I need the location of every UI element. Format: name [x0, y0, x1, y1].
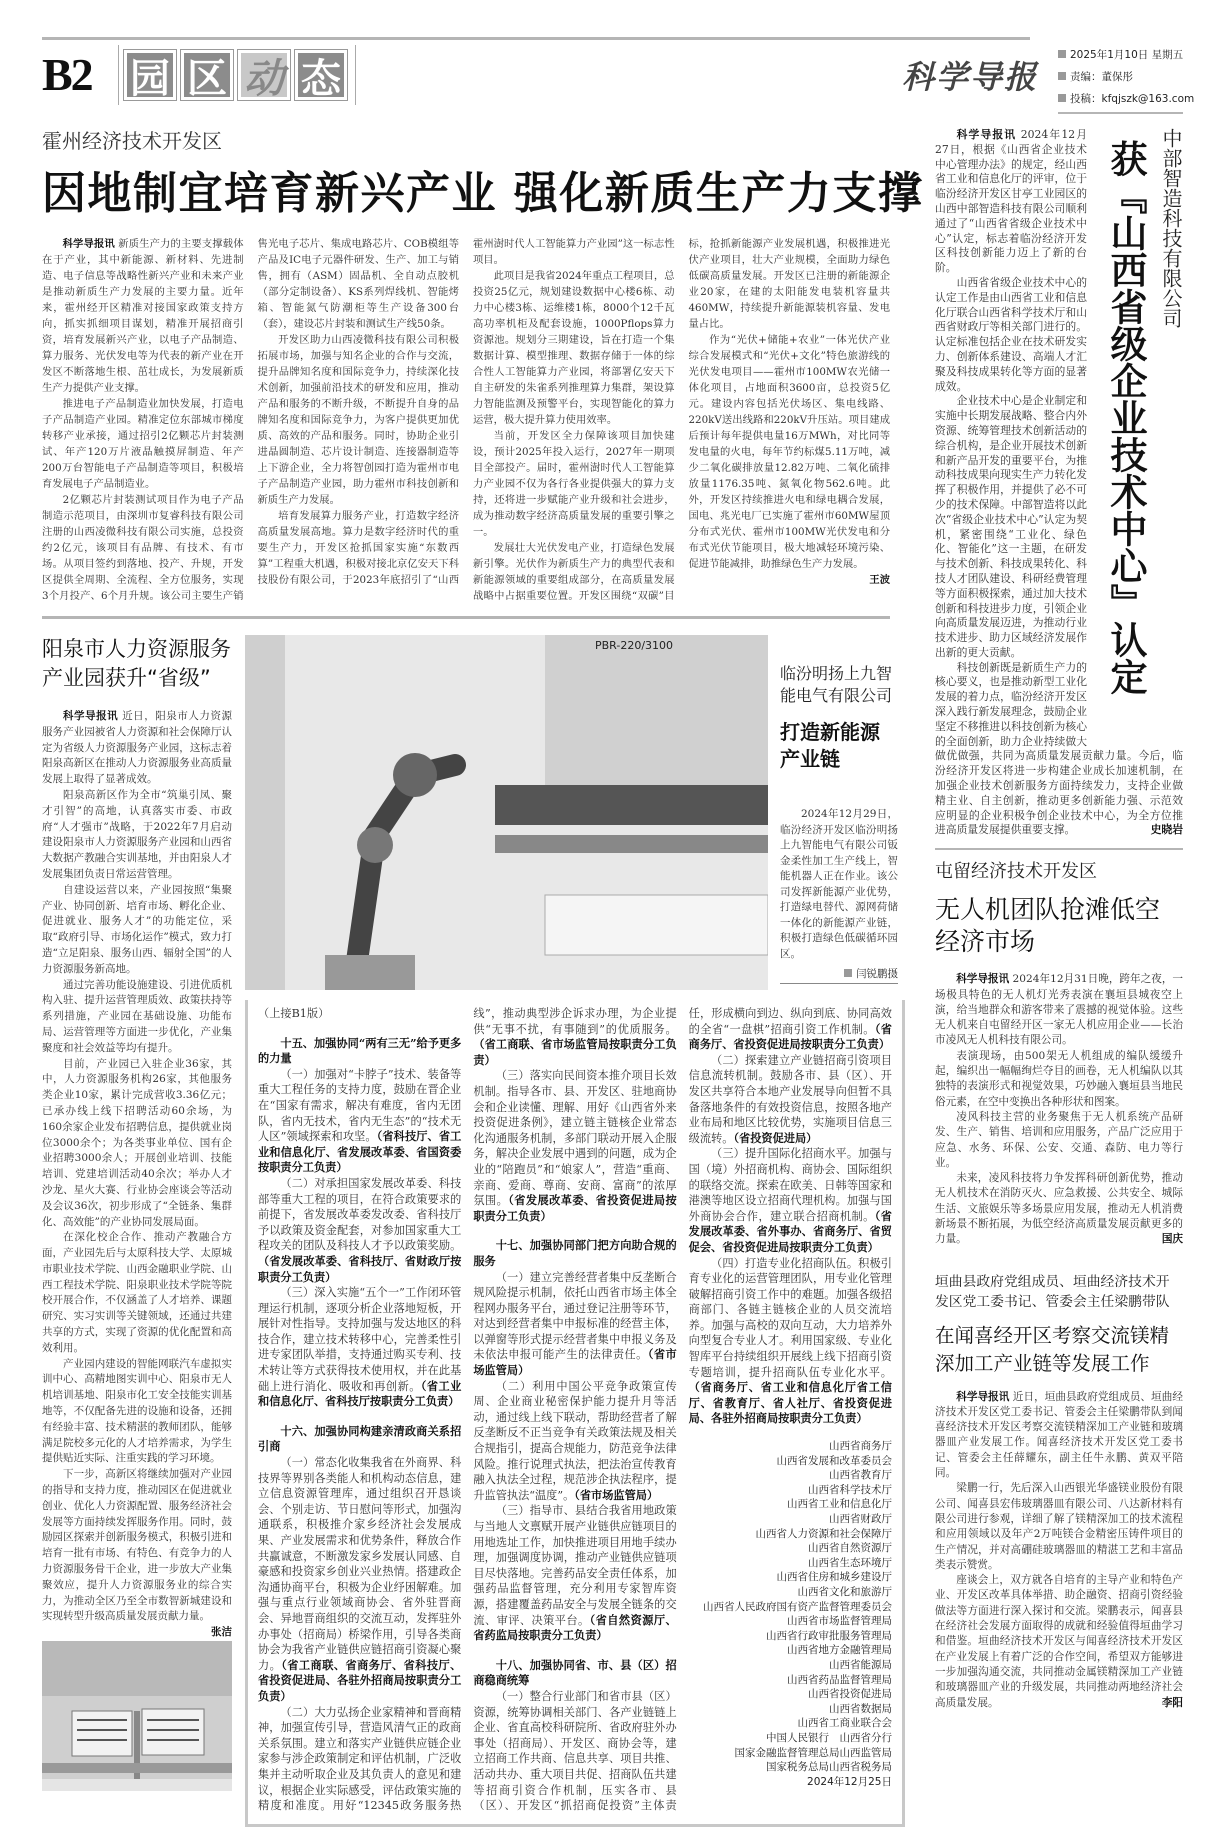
paragraph-text: （一）加强对“卡脖子”技术、装备等重大工程任务的支持力度，鼓励在晋企业在“国家有需求，解决有难度，省内无团队，省内无技术，省内无生态”的“技术无人区”领域探索和攻坚。	[258, 1067, 462, 1144]
lower-right	[245, 635, 905, 1827]
paragraph-text: 此项目是我省2024年重点工程项目，总投资25亿元，规划建设数据中心楼6栋、动力中心楼3栋、运维楼1栋，8000个12千瓦高功率机柜及配套设施，1000Pflops算力资源池。规划分三期建设，旨在打造一个集数据计算、模型推理、数据存储于一体的综合性人工智能算力产业园，将部署亿安天下自主研发的朱雀系列推理算力集群，架设算力智能监测及预警平台，实现智能化的算力运营，极大提升算力使用效率。	[473, 270, 675, 426]
signatory: 国家税务总局山西省税务局	[765, 1761, 892, 1774]
paragraph	[42, 1057, 232, 1231]
tunliu-kicker: 屯留经济技术开发区	[935, 861, 1097, 883]
paragraph-text: 开发区助力山西凌微科技有限公司积极拓展市场，加强与知名企业的合作与交流，提升品牌知名度和国际竞争力，持续深化技术创新，加强前沿技术的研发和应用，推动产品和服务的不断升级，不断提升自身的品牌知名度和国际竞争力，为客户提供更加优质、高效的产品和服务。同时，协助企业引进晶圆制造、芯片设计制造、连接器制造等上下游企业，全力将智创园打造为霍州市电子产品制造产业园，助力霍州市科技创新和新质生产力发展。	[257, 334, 459, 506]
responsibility-note: （省自然资源厅、省药监局按职责分工负责）	[473, 1612, 677, 1643]
photo-caption-text: 2024年12月29日，临汾经济开发区临汾明扬上九智能电气有限公司钣金柔性加工生产线上，智能机器人正在作业。该公司发挥新能源产业优势，打造绿电替代、源网荷储一体化的新能源产业链，积极打造绿色低碳循环园区。	[780, 808, 898, 960]
section-heading: 十七、加强协同部门把方向助合规的服务	[473, 1238, 677, 1268]
photo-credit-text: 闫锐鹏摄	[856, 968, 898, 980]
dateline: 科学导报讯	[63, 710, 119, 722]
signatory: 山西省数据局	[828, 1702, 892, 1715]
page-number: B2	[42, 49, 92, 100]
paragraph-text: （二）大力弘扬企业家精神和晋商精神，加强宣传引导，营造风清气正的政商关系氛围。建立和落实产业链供应链企业家参与涉企政策制定和评估机制，广泛收集并主动听取企业及其负责人的意见和建议，根据企业实际感受，评估政策实施的精度和准度。用好“12345政务服务热线”，推动典型涉企诉求办理，为企业提供“无事不扰，有事随到”的优质服务。	[258, 1007, 677, 1813]
paragraph	[42, 1357, 232, 1468]
paragraph-text: 未来，凌风科技将力争发挥科研创新优势，推动无人机技术在消防灭火、应急救援、公共安全、城际生活、文旅娱乐等多场景应用发展，推动无人机消费新场景不断拓展，为低空经济高质量发展贡献更多的力量。	[935, 1172, 1183, 1246]
paragraph	[258, 1176, 461, 1285]
signatory: 山西省药品监督管理局	[786, 1673, 892, 1686]
yuanqu-body	[935, 1390, 1183, 1711]
info-rule	[1058, 112, 1183, 114]
paragraph	[935, 1171, 1183, 1247]
paragraph	[688, 332, 891, 586]
signatory: 山西省商务厅	[828, 1440, 892, 1453]
signatory: 山西省生态环境厅	[807, 1556, 892, 1569]
right-area	[935, 128, 1183, 1711]
signatory: 山西省工业和信息化厅	[786, 1498, 892, 1511]
paragraph-text: 2024年12月31日晚，跨年之夜，一场极具特色的无人机灯光秀表演在襄垣县城夜空上演，给当地群众和游客带来了震撼的视觉体验。这些无人机来自屯留经开区一家无人机应用企业——长治市凌风无人机科技有限公司。	[935, 973, 1184, 1047]
document-date: 2024年12月25日	[807, 1775, 892, 1788]
paragraph-text: 近日，阳泉市人力资源服务产业园被省人力资源和社会保障厅认定为省级人力资源服务产业园，这标志着阳泉高新区在推动人力资源服务业高质量发展上取得了显著成效。	[42, 710, 232, 786]
signatory: 山西省教育厅	[828, 1469, 892, 1482]
responsibility-note: （省工业和信息化厅、省科技厅按职责分工负责）	[258, 1378, 462, 1409]
paragraph	[258, 1285, 461, 1410]
paragraph-text: 座谈会上，双方就各自培育的主导产业和特色产业、开发区改革具体举措、助企融资、招商引资经验做法等方面进行深入探讨和交流。梁鹏表示，闻喜县在经济社会发展方面取得的成就和经验值得垣曲学习和借鉴。垣曲经济技术开发区与闻喜经济技术开发区在产业发展上有着广泛的合作空间，希望双方能够进一步加强沟通交流，共同推动金属镁精深加工产业链和玻璃器皿产业的升级发展，共同推动两地经济社会高质量发展。	[935, 1574, 1183, 1709]
signatory: 山西省发展和改革委员会	[776, 1454, 892, 1467]
responsibility-note: （省发展改革委、省科技厅、省财政厅按职责分工负责）	[258, 1253, 462, 1284]
section-heading: 十八、加强协同省、市、县（区）招商稳商统筹	[473, 1657, 677, 1688]
dateline: 科学导报讯	[62, 238, 115, 250]
paragraph	[935, 1110, 1183, 1171]
issue-info	[1058, 44, 1194, 110]
signatory: 山西省投资促进局	[807, 1688, 892, 1701]
paragraph	[258, 1067, 461, 1176]
paragraph-text: 推进电子产品制造业加快发展，打造电子产品制造产业园。精准定位东部城市梯度转移产业承接，通过招引2亿颗芯片封装测试、年产120万片液晶触摸屏制造、年产200万台智能电子产品制造等项目，积极培育发展电子产品制造业。	[42, 398, 244, 490]
dateline: 科学导报讯	[956, 128, 1017, 141]
responsibility-note: （省商务厅、省投资促进局按职责分工负责）	[688, 1021, 892, 1052]
yuanqu-article	[935, 1272, 1183, 1711]
responsibility-note: （省市场监管局）	[574, 1487, 659, 1502]
paragraph-text: 产业园内建设的智能网联汽车虚拟实训中心、高精地图实训中心、阳泉市无人机培训基地、阳泉市化工安全技能实训基地等，不仅配备先进的设施和设备，还拥有经验丰富、技术精湛的教师团队，能够满足院校多元化的人才培养需求，为学生提供贴近实际、注重实践的学习环境。	[42, 1357, 232, 1465]
signatory: 山西省人力资源和社会保障厅	[755, 1527, 892, 1540]
paragraph-text: 山西省省级企业技术中心的认定工作是由山西省工业和信息化厅联合山西省科学技术厅和山西省财政厅等相关部门进行的。认定标准包括企业在技术研发实力、创新体系建设、高端人才汇聚及科技成果转化等方面的显著成效。	[935, 275, 1087, 393]
paragraph-text: （二）探索建立产业链招商引资项目信息流转机制。鼓励各市、县（区）、开发区共享符合本地产业发展导向但暂不具备落地条件的有效投资信息，按照各地产业布局和地区比较优势，实施项目信息三级流转。	[688, 1053, 892, 1145]
signatory: 中国人民银行 山西省分行	[765, 1731, 892, 1744]
continuation-note: （上接B1版）	[258, 1007, 330, 1020]
paragraph	[935, 1481, 1183, 1573]
paragraph	[42, 396, 244, 492]
yangquan-headline: 阳泉市人力资源服务产业园获升“省级”	[42, 637, 231, 690]
paragraph-text: 通过完善功能设施建设、引进优质机构入驻、提升运营管理质效、政策扶持等系列措施，产业园在基础设施、功能布局、运营管理等方面进一步优化，产业集聚度和社会效益等均有提升。	[42, 978, 232, 1054]
signatory: 国家金融监督管理总局山西监管局	[734, 1746, 892, 1759]
signatory: 山西省文化和旅游厅	[797, 1585, 892, 1598]
section-rule	[42, 616, 890, 619]
paragraph-text: 2亿颗芯片封装测试项目作为电子产品制造示范项目，由深圳市复睿科技有限公司注册的山西凌微科技有限公司实施，总投资约2亿元，该项目有品牌、有技术、有市场。从项目签约到落地、投产、升规，开发区提供全周期、全流程、全方位服务，实现3个月投产、6个月升规。该公司主要生产销售光电子芯片、集成电路芯片、COB模组等产品及IC电子元器件研发、生产、加工与销售，拥有（ASM）固晶机、全自动点胶机（部分定制设备）、KS系列焊线机、智能烤箱、智能氮气防潮柜等生产设备300台（套），建设芯片封装和测试生产线50条。	[42, 238, 459, 602]
paragraph-text: （一）建立完善经营者集中反垄断合规风险提示机制，依托山西省市场主体全程网办服务平台，通过登记注册等环节，对达到经营者集中申报标准的经营主体，以弹窗等形式提示经营者集中申报义务及未依法申报可能产生的法律责任。	[473, 1270, 677, 1362]
industrial-park-photo	[42, 1641, 232, 1791]
signatory: 山西省能源局	[828, 1658, 892, 1671]
paragraph-text: 当前，开发区全力保障该项目加快建设，预计2025年投入运行，2027年一期项目全部投产。届时，霍州澍时代人工智能算力产业园不仅为各行各业提供强大的算力支持，还将进一步赋能产业升级和社会进步，成为推动数字经济高质量发展的重要引擎之一。	[473, 430, 675, 538]
paragraph-text: 企业技术中心是企业制定和实施中长期发展战略、整合内外资源、统筹管理技术创新活动的综合机构，是企业开展技术创新和新产品开发的重要平台，为推动科技成果向现实生产力转化发挥了积极作用，并提供了必不可少的技术保障。中部智造将以此次“省级企业技术中心”认定为契机，紧密围绕“工业化、绿色化、智能化”这一主题，在研发与技术创新、科技成果转化、科技人才团队建设、科研经费管理等方面积极探索，通过加大技术创新和科技进步力度，引领企业向高质量发展迈进，为推动行业技术进步、助力区域经济发展作出新的更大贡献。	[935, 394, 1087, 659]
section-char: 区	[181, 50, 233, 100]
paragraph	[42, 978, 232, 1057]
paragraph	[42, 883, 232, 978]
paragraph-text: 下一步，高新区将继续加强对产业园的指导和支持力度，推动园区在促进就业创业、优化人力资源配置、服务经济社会发展等方面持续发挥服务作用。同时，鼓励园区探索并创新服务模式，积极引进和培育一批有市场、有特色、有竞争力的人力资源服务骨干企业，进一步放大产业集聚效应，提升人力资源服务业的综合实力，为推动全区乃至全市数智新城建设和实现转型升级高质量发展贡献力量。	[42, 1468, 232, 1623]
paragraph-text: （三）提升国际化招商水平。加强与国（境）外招商机构、商协会、国际组织的联络交流。探索在欧美、日韩等国家和港澳等地区设立招商代理机构。加强与国外商协会合作，建立联合招商机制。	[688, 1147, 892, 1223]
yangquan-body	[42, 709, 232, 1639]
responsibility-note: （省市场监管局）	[473, 1347, 677, 1378]
tunliu-body	[935, 972, 1183, 1247]
paragraph-text: （一）常态化收集我省在外商界、科技界等界别各类能人和机构动态信息，建立信息资源管理库，通过组织召开恳谈会、个别走访、节日慰问等形式，加强沟通联系，积极推介家乡经济社会发展成果、产业发展需求和优势条件，释放合作共赢诚意，不断激发家乡发展认同感、自豪感和投资家乡创业兴业热情。搭建政企沟通协商平台，积极为企业纾困解难。加强与重点行业领域商协会、省外驻晋商会、异地晋商组织的交流互动，发挥驻外办事处（招商局）桥梁作用，引导各类商协会为我省产业链供应链招商引资凝心聚力。	[258, 1456, 462, 1672]
paragraph	[258, 1455, 461, 1705]
paragraph	[473, 428, 675, 540]
responsibility-note: （省发展改革委、省外事办、省商务厅、省贸促会、省投资促进局按职责分工负责）	[688, 1208, 892, 1254]
paragraph-text: 自建设运营以来，产业园按照“集聚产业、协同创新、培育市场、孵化企业、促进就业、服务人才”的功能定位，采取“政府引导、市场化运作”模式，致力打造“立足阳泉、服务山西、辐射全国”的人力资源服务新高地。	[42, 883, 232, 975]
machine-label: PBR-220/3100	[595, 639, 674, 652]
photo-story-headline: 打造新能源产业链	[780, 720, 880, 771]
responsibility-note: （省工商联、省商务厅、省科技厅、省投资促进局、各驻外招商局按职责分工负责）	[258, 1657, 462, 1703]
tunliu-headline: 无人机团队抢滩低空经济市场	[935, 895, 1161, 957]
section-char: 动	[238, 50, 290, 100]
zhongbu-subtitle: 中部智造科技有限公司	[1159, 128, 1183, 328]
paragraph-text: 梁鹏一行，先后深入山西银光华盛镁业股份有限公司、闻喜县宏伟玻璃器皿有限公司、八达新材料有限公司进行参观，详细了解了镁精深加工的技术流程和应用领域以及年产2万吨镁合金精密压铸件项目的生产情况，并对高硼硅玻璃器皿的精湛工艺和丰富品类表示赞赏。	[935, 1482, 1183, 1571]
photo-story-caption	[780, 635, 898, 984]
square-bullet-icon	[844, 969, 852, 977]
signatory: 山西省财政厅	[828, 1513, 892, 1525]
divider	[118, 45, 119, 105]
photo-credit	[780, 966, 898, 984]
yangquan-article	[42, 635, 232, 1791]
paragraph	[935, 1049, 1183, 1110]
main-article-body	[42, 236, 890, 604]
paragraph	[473, 268, 675, 428]
section-rule	[935, 848, 1183, 850]
paragraph-text: 目前，产业园已入驻企业36家，其中，人力资源服务机构26家，其他服务类企业10家，累计完成营收3.36亿元；已承办线上线下招聘活动60余场，为160余家企业发布招聘信息，提供就业岗位3000余个；为各类事业单位、国有企业招聘3000余人；开展创业培训、技能培训、党建培训活动40余次；举办人才沙龙、星火大赛、行业协会座谈会等活动及会议36次，初步形成了“全链条、集群化、高效能”的产业协同发展局面。	[42, 1057, 232, 1228]
paragraph	[935, 1390, 1183, 1482]
paragraph	[935, 1573, 1183, 1711]
author-byline: 张洁	[211, 1626, 232, 1639]
author-byline: 王波	[869, 574, 890, 586]
responsibility-note: （省发展改革委、省投资促进局按职责分工负责）	[473, 1193, 677, 1223]
paragraph-text: 在深化校企合作、推动产教融合方面，产业园先后与太原科技大学、太原城市职业技术学院、山西金融职业学院、山西工程技术学院、阳泉职业技术学院等院校开展合作，不仅涵盖了人才培养、课题研究、实习实训等关键领域，还通过共建共享的方式，实现了资源的优化配置和高效利用。	[42, 1231, 232, 1354]
responsibility-note: （省科技厅、省工业和信息化厅、省发展改革委、省国资委按职责分工负责）	[258, 1129, 462, 1175]
newspaper-logo: 科学导报	[902, 58, 1039, 96]
paragraph-text: 新质生产力的主要支撑载体在于产业，其中新能源、新材料、先进制造、电子信息等战略性新兴产业和未来产业是推动新质生产力发展的主要力量。近年来，霍州经开区精准对接国家政策支持方向，抓实抓细项目谋划，精准开展招商引资，培育发展新兴产业，以电子产品制造、算力服务、光伏发电等为代表的新产业在开发区不断落地生根、茁壮成长，为发展新质生产力提供产业支撑。	[42, 238, 244, 394]
policy-body	[258, 1006, 892, 1814]
signatory: 山西省自然资源厅	[807, 1542, 892, 1555]
robot-arm-image	[245, 635, 768, 990]
zhongbu-headline: 获『山西省级企业技术中心』认定	[1104, 140, 1148, 695]
building-aerial-image	[42, 1641, 232, 1791]
submission-email: 投稿：kfqjszk@163.com	[1058, 88, 1194, 110]
paragraph	[473, 1503, 676, 1643]
author-byline: 李阳	[1161, 1696, 1183, 1709]
section-char: 园	[124, 50, 176, 100]
yuanqu-headline: 在闻喜经开区考察交流镁精深加工产业链等发展工作	[935, 1323, 1170, 1375]
paragraph-text: （三）落实向民间资本推介项目长效机制。指导各市、县、开发区、驻地商协会和企业读懂、理解、用好《山西省外来投资促进条例》，建立链主链核企业常态化沟通服务机制，多部门联动开展入企服务，解决企业发展中遇到的问题，成为企业的“陪跑员”和“娘家人”，营造“重商、亲商、爱商、尊商、安商、富商”的浓厚氛围。	[473, 1069, 677, 1208]
paragraph-text: 2024年12月27日，根据《山西省企业技术中心管理办法》的规定，经山西省工业和信息化厅的评审，位于临汾经济开发区甘亭工业园区的山西中部智造科技有限公司顺利通过了“山西省省级企业技术中心”认定，标志着临汾经济开发区科技创新能力迈上了新的台阶。	[935, 128, 1087, 275]
paragraph	[473, 1379, 676, 1504]
paragraph	[473, 1270, 676, 1379]
paragraph	[42, 236, 244, 396]
responsibility-note: （省工商联、省市场监管局按职责分工负责）	[473, 1037, 677, 1067]
paragraph-text: 近日，垣曲县政府党组成员、垣曲经济技术开发区党工委书记、管委会主任梁鹏带队到闻喜经济技术开发区考察交流镁精深加工产业链和玻璃器皿产业发展工作。闻喜经济技术开发区党工委书记、管委会主任薛耀东，副主任牛永鹏、黄双平陪同。	[935, 1390, 1183, 1480]
paragraph	[258, 332, 460, 508]
paragraph	[42, 709, 232, 788]
signatory-list	[689, 1439, 892, 1775]
signatory: 山西省科学技术厅	[807, 1483, 892, 1496]
paragraph-text: 发展壮大光伏发电产业，打造绿色发展新引擎。光伏作为新质生产力的典型代表和新能源领域的重要组成部分，在高质量发展战略中占据重要位置。开发区围绕“双碳”目标，抢抓新能源产业发展机遇，积极推进光伏产业项目，壮大产业规模，全面助力绿色低碳高质量发展。开发区已注册的新能源企业20家，在建的太阳能发电装机容量共460MW，持续提升新能源装机容量、发电量占比。	[473, 238, 890, 602]
top-rule	[42, 37, 1030, 40]
paragraph-text: （三）指导市、县结合我省用地政策与当地人文禀赋开展产业链供应链项目的用地选址工作，加快推进项目用地手续办理，加强调度协调，推动产业链供应链项目尽快落地。完善药品安全责任体系，加强药品监督管理，充分利用专家智库资源，搭建覆盖药品安全与发展全链条的交流、审评、决策平台。	[473, 1504, 677, 1627]
paragraph	[689, 1256, 892, 1428]
responsibility-note: （省投资促进局）	[733, 1130, 818, 1145]
issue-date: 2025年1月10日 星期五	[1058, 44, 1194, 66]
signatory: 山西省行政审批服务管理局	[765, 1629, 892, 1642]
editor: 责编：董保彤	[1058, 66, 1194, 88]
paragraph-text: 凌风科技主营的业务聚焦于无人机系统产品研发、生产、销售、培训和应用服务，产品广泛应用于应急、水务、环保、公安、交通、森防、电力等行业。	[935, 1110, 1183, 1169]
lower-row	[42, 635, 905, 1827]
paragraph-text: 培育发展算力服务产业，打造数字经济高质量发展高地。算力是数字经济时代的重要生产力，开发区抢抓国家实施“东数西算”工程重大机遇，积极对接北京亿安天下科技股份有限公司，于2023年底招引了“山西霍州澍时代人工智能算力产业园”这一标志性项目。	[257, 238, 675, 586]
paragraph-text: 表演现场，由500架无人机组成的编队缓缓升起，编织出一幅幅绚烂夺目的画卷，无人机编队以其独特的表演形式和视觉效果，巧妙融入襄垣县当地民俗元素，在空中变换出各种形状和图案。	[935, 1049, 1183, 1108]
paragraph-text: 作为“光伏+储能+农业”一体光伏产业综合发展模式和“光伏+文化”特色旅游线的光伏发电项目——霍州市100MW农光储一体化项目，占地面积3600亩，总投资5亿元。建设内容包括光伏场区、集电线路、220kV送出线路和220kV升压站。项目建成后预计每年提供电量16万MWh，对比同等发电量的火电，每年节约标煤5.11万吨，减少二氧化碳排放量12.82万吨、二氧化硫排放量1176.35吨、氮氧化物562.6吨。此外，开发区持续推进火电和绿电耦合发展，国电、兆光电厂已实施了霍州市60MW屋顶分布式光伏、霍州市100MW光伏发电和分布式光伏节能项目，极大地减轻环境污染、促进节能减排，助推绿色生产力发展。	[688, 334, 890, 570]
signatory: 山西省人民政府国有资产监督管理委员会	[702, 1600, 892, 1613]
vertical-headline-block	[1093, 128, 1183, 748]
left-area	[42, 128, 924, 1827]
photo-story	[245, 635, 905, 990]
paragraph-text: 阳泉高新区作为全市“筑巢引凤、聚才引智”的高地，认真落实市委、市政府“人才强市”战略，于2022年7月启动建设阳泉市人力资源服务产业园和山西省大数据产教融合实训基地，并由阳泉人才发展集团负责日常运营管理。	[42, 788, 232, 880]
paragraph	[42, 1467, 232, 1639]
paragraph	[689, 1053, 892, 1147]
paragraph	[42, 1230, 232, 1356]
paragraph-text: 科技创新既是新质生产力的核心要义，也是推动新型工业化发展的着力点，临汾经济开发区深入践行新发展理念，鼓励企业坚定不移推进以科技创新为核心的全面创新，助力企业持续做大做优做强，共同为高质量发展贡献力量。今后，临汾经济开发区将进一步构建企业成长加速机制，在加强企业技术创新服务方面持续发力，支持企业做精主业、自主创新，推动更多创新能力强、示范效应明显的企业积极争创企业技术中心，为全方位推进高质量发展提供重要支撑。	[935, 660, 1183, 837]
responsibility-note: （省商务厅、省工业和信息化厅省工信厅、省教育厅、省人社厅、省投资促进局、各驻外招商局按职责分工负责）	[688, 1380, 892, 1426]
paragraph	[42, 788, 232, 883]
section-char: 态	[295, 50, 347, 100]
main-kicker: 霍州经济技术开发区	[42, 129, 222, 153]
signatory: 山西省工商业联合会	[797, 1717, 892, 1730]
paragraph	[689, 1146, 892, 1255]
yuanqu-kicker: 垣曲县政府党组成员、垣曲经济技术开发区党工委书记、管委会主任梁鹏带队	[935, 1273, 1170, 1310]
author-byline: 史晓岩	[1150, 823, 1183, 837]
author-byline: 国庆	[1161, 1233, 1183, 1246]
section-heading: 十五、加强协同“两有三无”给予更多的力量	[258, 1035, 462, 1066]
dateline: 科学导报讯	[956, 1390, 1010, 1403]
zhongbu-article	[935, 128, 1183, 838]
robot-production-photo	[245, 635, 768, 990]
dateline: 科学导报讯	[956, 973, 1010, 986]
signatory: 山西省市场监督管理局	[786, 1615, 892, 1628]
main-headline: 因地制宜培育新兴产业 强化新质生产力支撑	[42, 168, 924, 219]
photo-story-company: 临汾明扬上九智能电气有限公司	[780, 664, 893, 705]
section-heading: 十六、加强协同构建亲清政商关系招引商	[258, 1423, 462, 1454]
policy-document-box	[245, 1000, 905, 1827]
paragraph-text: （四）打造专业化招商队伍。积极引育专业化的运营管理团队，用专业化管理破解招商引资工作中的难题。加强各级招商部门、各链主链核企业的人员交流培养。加强与高校的双向互动，大力培养外向型复合专业人才。利用国家级、专业化智库平台持续组织开展线上线下招商引资专题培训，提升招商队伍专业化水平。	[688, 1256, 892, 1379]
paragraph-text: （三）深入实施“五个一”工作闭环管理运行机制，逐项分析企业落地短板，开展针对性指导。支持加强与发达地区的科技合作，建立技术转移中心，完善柔性引进专家团队举措，支持通过购买专利、技术转让等方式获得技术使用权，并在此基础上进行消化、吸收和再创新。	[258, 1286, 462, 1393]
paragraph	[473, 1068, 676, 1224]
divider	[355, 45, 356, 105]
paragraph	[935, 972, 1183, 1048]
paragraph-text: （二）对承担国家发展改革委、科技部等重大工程的项目，在符合政策要求的前提下，省发展改革委发改委、省科技厅予以政策及资金配套，对参加国家重大工程攻关的团队及科技人才予以政策奖励。	[258, 1176, 462, 1253]
paragraph-text: （一）整合行业部门和省市县（区）资源，统筹协调相关部门、各产业链链上企业、省直高校科研院所、省政府驻外办事处（招商局）、开发区、商协会等，建立招商工作共商、信息共享、项目共推、活动共办、重大项目共促、招商队伍共建等招商引资合作机制，压实各市、县（区）、开发区“抓招商促投资”主体责任，形成横向到边、纵向到底、协同高效的全省“一盘棋”招商引资工作机制。	[473, 1007, 892, 1813]
paragraph-text: （二）利用中国公平竞争政策宣传周、企业商业秘密保护能力提升月等活动，通过线上线下联动，帮助经营者了解反垄断反不正当竞争有关政策法规及相关合规指引，提高合规能力，防范竞争法律风险。推行说理式执法，把法治宣传教育融入执法全过程，规范涉企执法程序，提升监管执法“温度”。	[473, 1379, 677, 1502]
signatory: 山西省地方金融管理局	[786, 1644, 892, 1657]
tunliu-article	[935, 860, 1183, 1247]
signatory: 山西省住房和城乡建设厅	[776, 1571, 892, 1584]
